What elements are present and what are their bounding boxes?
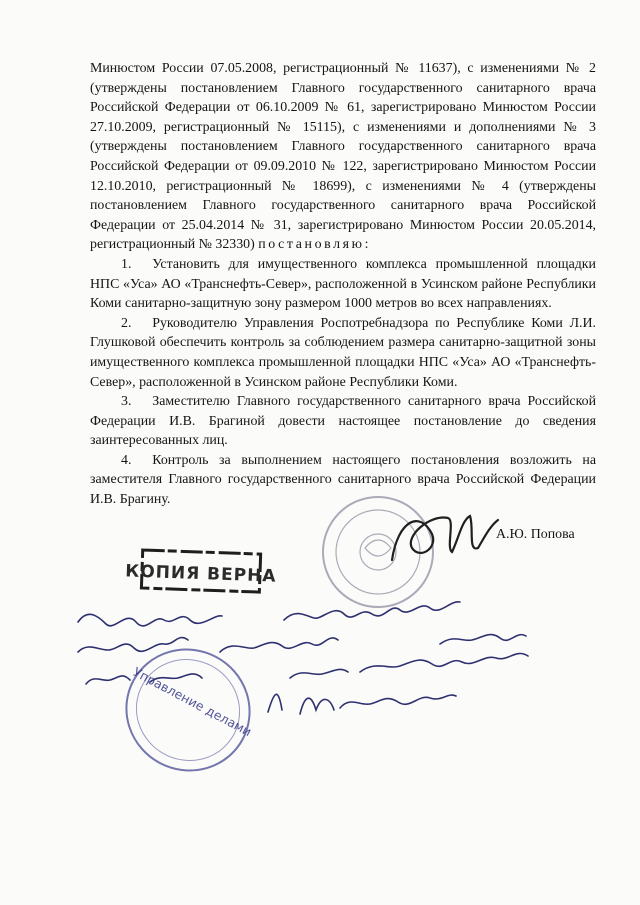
copy-stamp xyxy=(125,549,277,592)
round-stamp-text: Управление делами xyxy=(130,664,255,740)
round-stamp xyxy=(102,626,275,794)
handwritten-note xyxy=(78,602,528,714)
item-number: 1. xyxy=(121,256,132,272)
item-text: Контроль за выполнением настоящего постановления возложить на заместителя Главного государственного санитарного врача Российской Федерации И.В. Брагину. xyxy=(90,452,596,508)
item-text: Заместителю Главного государственного санитарного врача Российской Федерации И.В. Брагиной довести настоящее постановление до сведения заинтересованных лиц. xyxy=(90,394,596,449)
item-number: 2. xyxy=(121,315,132,331)
item-text: Руководителю Управления Роспотребнадзора по Республике Коми Л.И. Глушковой обеспечить контроль за соблюдением размера санитарно-защитной зоны имущественного комплекса промышленной площадки НПС «Уса» АО «Транснефть-Север», расположенной в Усинском районе Республики Коми. xyxy=(90,315,596,390)
intro-text: Минюстом России 07.05.2008, регистрационный № 11637), с изменениями № 2 (утверждены постановлением Главного государственного санитарного врача Российской Федерации от 06.10.2009 № 61, зарегистрировано Минюстом России 27.10.2009, регистрационный № 15115), с изменениями и дополнениями № 3 (утверждены постановлением Главного государственного санитарного врача Российской Федерации от 09.09.2010 № 122, зарегистрировано Минюстом России 12.10.2010, регистрационный № 18699), с изменениями № 4 (утверждены постановлением Главного государственного санитарного врача Российской Федерации от 25.04.2014 № 31, зарегистрировано Минюстом России 20.05.2014, регистрационный № 32330) xyxy=(90,61,596,253)
copy-stamp-text: КОПИЯ ВЕРНА xyxy=(125,561,277,587)
decree-keyword: постановляю: xyxy=(258,237,372,253)
item-number: 4. xyxy=(121,452,132,468)
item-text: Установить для имущественного комплекса промышленной площадки НПС «Уса» АО «Транснефть-Север», расположенной в Усинском районе Республики Коми санитарно-защитную зону размером 1000 метров во всех направлениях. xyxy=(90,256,596,312)
item-number: 3. xyxy=(121,394,132,410)
signer-name: А.Ю. Попова xyxy=(496,527,575,542)
